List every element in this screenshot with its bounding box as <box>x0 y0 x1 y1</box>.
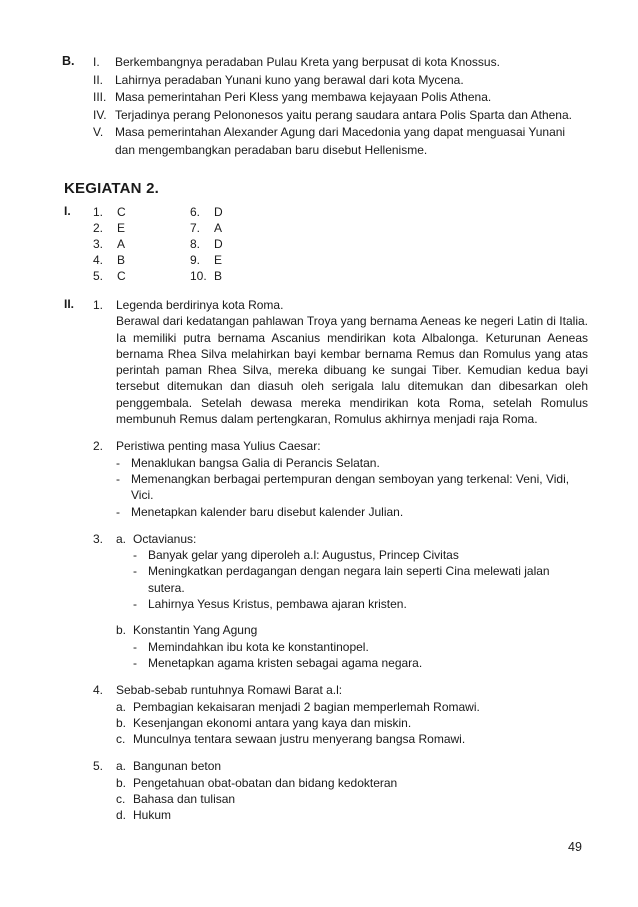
lettered-point <box>116 791 588 807</box>
point-letter: c. <box>116 732 126 747</box>
section-b-item-text: Berkembangnya peradaban Pulau Kreta yang berpusat di kota Knossus. <box>115 55 500 69</box>
lettered-point <box>116 731 588 747</box>
item-number: 5. <box>93 759 104 774</box>
dash-point-text: Memenangkan berbagai pertempuran dengan semboyan yang terkenal: Veni, Vidi, Vici. <box>131 471 570 503</box>
answer-row <box>190 204 223 220</box>
section-b-item-text: Lahirnya peradaban Yunani kuno yang berawal dari kota Mycena. <box>115 72 464 87</box>
point-text: Hukum <box>133 808 172 823</box>
answer-letter: A <box>214 221 223 235</box>
section-b-item-num: V. <box>93 125 104 139</box>
essay-item-5 <box>93 758 588 823</box>
part-two-label: II. <box>64 297 75 311</box>
item-number: 3. <box>93 531 104 546</box>
part-two-list <box>93 297 588 835</box>
answer-column-left <box>93 204 126 284</box>
answer-row <box>93 204 126 220</box>
section-b-item-num: IV. <box>93 107 107 122</box>
point-text: Bahasa dan tulisan <box>133 792 236 807</box>
answer-num: 10. <box>190 269 207 283</box>
essay-item-2 <box>93 438 588 519</box>
answer-letter: B <box>117 253 126 267</box>
point-text: Pengetahuan obat-obatan dan bidang kedokteran <box>133 775 398 790</box>
answer-row <box>190 268 223 284</box>
point-text: Kesenjangan ekonomi antara yang kaya dan miskin. <box>133 715 412 730</box>
point-letter: b. <box>116 715 127 730</box>
answer-row <box>93 252 126 268</box>
section-b-list <box>93 54 585 159</box>
answer-column-right <box>190 204 223 284</box>
page-number: 49 <box>568 840 582 854</box>
part-one-label: I. <box>64 204 71 218</box>
answer-letter: E <box>117 221 126 235</box>
dash-point: - Banyak gelar yang diperoleh a.l: Augustus, Princep Civitas <box>133 548 459 563</box>
point-letter: a. <box>116 699 127 714</box>
dash-point-text: Meningkatkan perdagangan dengan negara lain seperti Cina melewati jalan sutera. <box>148 564 550 595</box>
item-title: Legenda berdirinya kota Roma. <box>116 298 284 312</box>
dash-point-text: Banyak gelar yang diperoleh a.l: Augustus, Princep Civitas <box>148 548 459 563</box>
dash-point-text: Menetapkan kalender baru disebut kalender Julian. <box>131 504 404 519</box>
sub-item-title: Octavianus: <box>133 531 197 546</box>
dash-point-text: Memindahkan ibu kota ke konstantinopel. <box>148 639 369 654</box>
answer-num: 2. <box>93 221 104 235</box>
lettered-point <box>116 715 588 731</box>
item-number: 1. <box>93 298 104 312</box>
essay-item-3 <box>93 531 588 671</box>
dash-point: - Lahirnya Yesus Kristus, pembawa ajaran kristen. <box>133 597 407 612</box>
answer-num: 9. <box>190 253 201 267</box>
dash-point: - Menetapkan agama kristen sebagai agama negara. <box>133 655 423 670</box>
answer-num: 8. <box>190 237 201 251</box>
section-b-item-num: II. <box>93 72 104 87</box>
item-number: 2. <box>93 439 104 454</box>
section-b-label: B. <box>62 54 75 68</box>
answer-row <box>93 236 126 252</box>
answer-num: 6. <box>190 205 201 219</box>
dash-point: - Menetapkan kalender baru disebut kalender Julian. <box>116 504 404 519</box>
section-b-item <box>93 89 585 107</box>
answer-letter: B <box>214 269 223 283</box>
item-title: Peristiwa penting masa Yulius Caesar: <box>116 439 321 454</box>
section-b-item-text: Terjadinya perang Pelononesos yaitu perang saudara antara Polis Sparta dan Athena. <box>115 107 572 122</box>
section-b-item-num: III. <box>93 90 107 104</box>
sub-item-a <box>116 531 588 547</box>
answer-row <box>93 220 126 236</box>
point-letter: d. <box>116 808 127 823</box>
point-text: Munculnya tentara sewaan justru menyerang bangsa Romawi. <box>133 732 466 747</box>
sub-item-letter: b. <box>116 623 127 638</box>
answer-row <box>190 252 223 268</box>
point-letter: b. <box>116 775 127 790</box>
section-b-item <box>93 72 585 90</box>
section-b-item <box>93 107 585 125</box>
answer-row <box>190 220 223 236</box>
dash-point: - Meningkatkan perdagangan dengan negara lain seperti Cina melewati jalan sutera. <box>133 563 588 596</box>
item-number: 4. <box>93 683 104 698</box>
answer-letter: C <box>117 205 126 219</box>
lettered-point <box>116 807 588 823</box>
dash-point-text: Lahirnya Yesus Kristus, pembawa ajaran kristen. <box>148 597 407 612</box>
answer-row <box>93 268 126 284</box>
section-b-item <box>93 124 585 159</box>
answer-letter: A <box>117 237 126 251</box>
dash-point: - Memenangkan berbagai pertempuran dengan semboyan yang terkenal: Veni, Vidi, Vici. <box>116 471 588 504</box>
dash-point-text: Menetapkan agama kristen sebagai agama negara. <box>148 655 423 670</box>
item-paragraph: Berawal dari kedatangan pahlawan Troya yang bernama Aeneas ke negeri Latin di Italia. Ia memiliki putra bernama Ascanius mendirikan kota Albalonga. Keturunan Aeneas bernama Rhea Silva melahirkan bayi kembar bernama Remus dan Romulus yang atas perintah paman Rhea Silva, mereka dibuang ke sungai Tiber. Kemudian kedua bayi tersebut ditemukan dan diasuh oleh serigala lalu ditemukan dan dibesarkan oleh penggembala. Setelah dewasa mereka mendirikan kota Roma, setelah Romulus membunuh Remus dalam pertengkaran, Romulus akhirnya menjadi raja Roma. <box>116 314 588 427</box>
answer-num: 7. <box>190 221 201 235</box>
answer-letter: C <box>117 269 126 283</box>
answer-num: 3. <box>93 237 104 251</box>
answer-num: 1. <box>93 205 104 219</box>
section-b-item-text: Masa pemerintahan Alexander Agung dari Macedonia yang dapat menguasai Yunani dan mengembangkan peradaban baru disebut Hellenisme. <box>115 125 566 157</box>
answer-row <box>190 236 223 252</box>
sub-item-b <box>116 622 588 638</box>
point-letter: c. <box>116 792 126 807</box>
essay-item-1 <box>93 297 588 427</box>
answer-letter: D <box>214 237 223 251</box>
dash-point: - Menaklukan bangsa Galia di Perancis Selatan. <box>116 455 380 470</box>
point-text: Bangunan beton <box>133 759 222 774</box>
answer-letter: D <box>214 205 223 219</box>
section-b-item-text: Masa pemerintahan Peri Kless yang membawa kejayaan Polis Athena. <box>115 90 492 104</box>
answer-num: 5. <box>93 269 104 283</box>
dash-point: - Memindahkan ibu kota ke konstantinopel. <box>133 639 369 654</box>
section-b-item-num: I. <box>93 55 100 69</box>
answer-num: 4. <box>93 253 104 267</box>
dash-point-text: Menaklukan bangsa Galia di Perancis Selatan. <box>131 455 380 470</box>
sub-item-title: Konstantin Yang Agung <box>133 623 258 638</box>
lettered-point <box>116 758 588 774</box>
answer-letter: E <box>214 253 223 267</box>
section-b-item <box>93 54 585 72</box>
sub-item-letter: a. <box>116 531 127 546</box>
lettered-point <box>116 699 588 715</box>
essay-item-4 <box>93 682 588 747</box>
activity-heading: KEGIATAN 2. <box>64 180 159 197</box>
point-letter: a. <box>116 759 127 774</box>
item-title: Sebab-sebab runtuhnya Romawi Barat a.l: <box>116 683 343 698</box>
lettered-point <box>116 775 588 791</box>
point-text: Pembagian kekaisaran menjadi 2 bagian memperlemah Romawi. <box>133 699 480 714</box>
